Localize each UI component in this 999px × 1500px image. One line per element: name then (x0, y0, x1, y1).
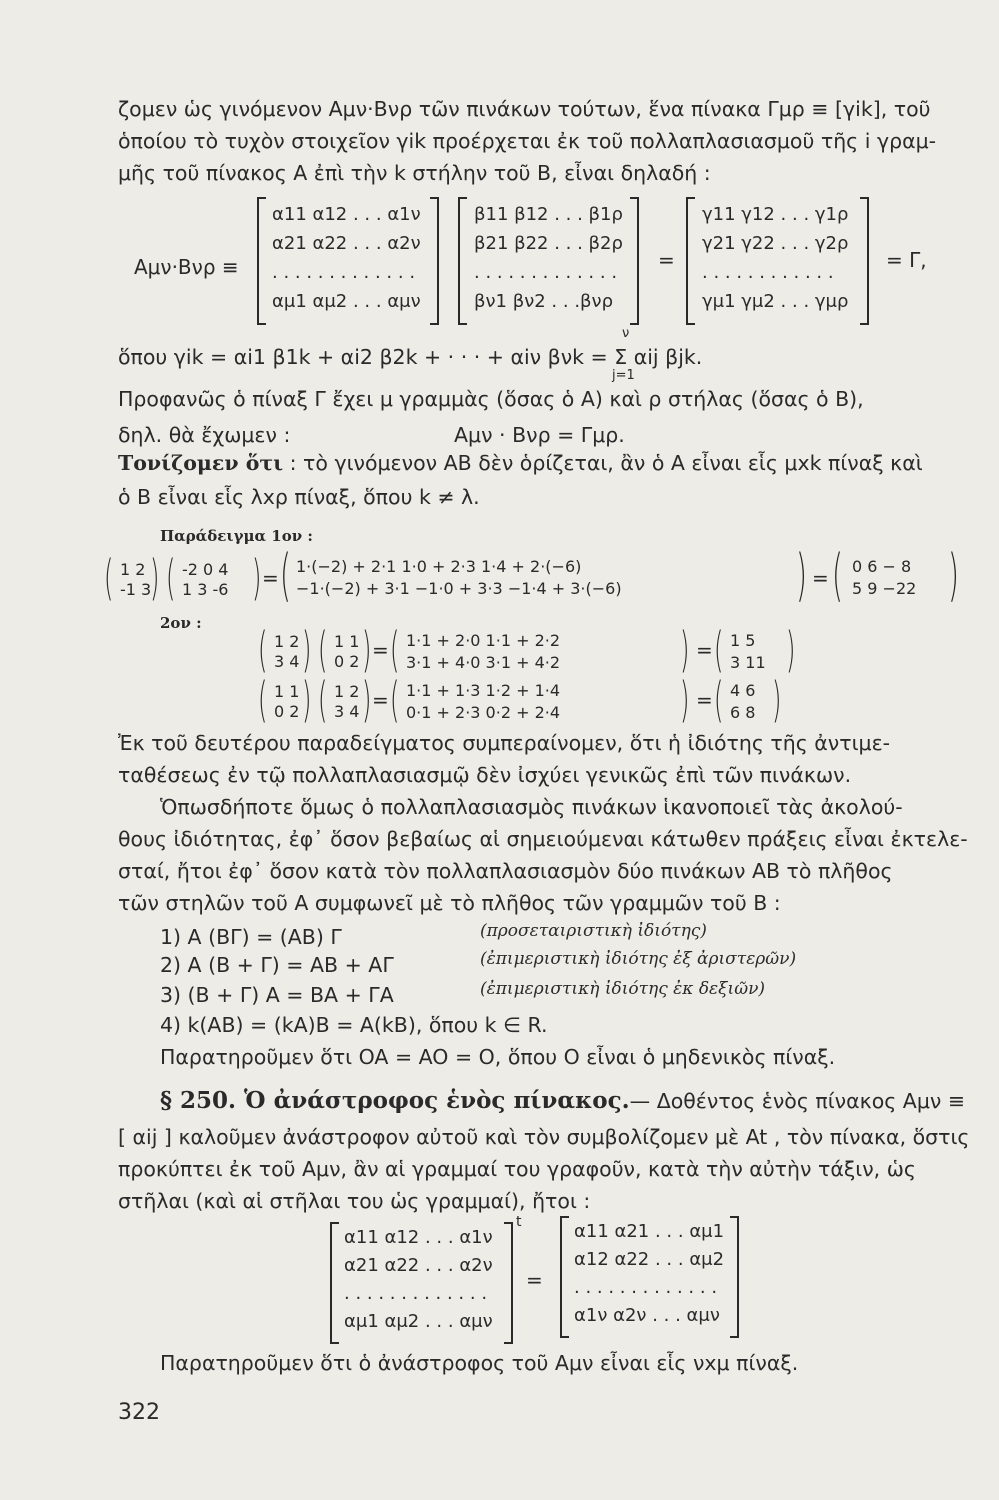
text-line: σταί, ἤτοι ἐφ᾽ ὅσον κατὰ τὸν πολλαπλασιασμὸν δύο πινάκων AB τὸ πλῆθος (118, 859, 893, 883)
sum-upper: ν (622, 326, 630, 341)
equals-gamma: = Γ, (886, 248, 927, 272)
paren-open: ( (318, 622, 328, 678)
paren-open: ( (390, 622, 400, 678)
bracket-right (630, 197, 639, 325)
paren-close: ) (796, 543, 807, 608)
example2-middle: 1·1 + 2·0 1·1 + 2·2 3·1 + 4·0 3·1 + 4·2 (406, 631, 561, 672)
bracket-left (560, 1216, 569, 1338)
example1-middle: 1·(−2) + 2·1 1·0 + 2·3 1·4 + 2·(−6) −1·(−2) + 3·1 −1·0 + 3·3 −1·4 + 3·(−6) (296, 557, 622, 598)
equals-sign: = (812, 566, 829, 590)
text-line: θους ἰδιότητας, ἐφ᾽ ὅσον βεβαίως αἱ σημειούμεναι κάτωθεν πράξεις εἶναι ἐκτελε- (118, 827, 968, 851)
paren-open: ( (258, 622, 268, 678)
example3-result: 4 6 6 8 (730, 681, 756, 722)
bracket-right (430, 197, 439, 325)
text-line: Aμν · Bνρ = Γμρ. (454, 423, 625, 447)
text-line: ζομεν ὡς γινόμενον Aμν·Bνρ τῶν πινάκων τούτων, ἕνα πίνακα Γμρ ≡ [γik], τοῦ (118, 97, 931, 121)
text-line: ὁποίου τὸ τυχὸν στοιχεῖον γik προέρχεται ἐκ τοῦ πολλαπλασιασμοῦ τῆς i γραμ- (118, 129, 937, 153)
text-line: ταθέσεως ἐν τῷ πολλαπλασιασμῷ δὲν ἰσχύει γενικῶς ἐπὶ τῶν πινάκων. (118, 763, 852, 787)
example2-b: 1 1 0 2 (334, 632, 360, 671)
text-line: μῆς τοῦ πίνακος A ἐπὶ τὴν k στήλην τοῦ B, εἶναι δηλαδή : (118, 161, 711, 185)
sum-lower: j=1 (612, 368, 635, 383)
matrix-a: α11 α12 . . . α1ν α21 α22 . . . α2ν . . . . . . . . . . . . . αμ1 αμ2 . . . αμν (272, 204, 421, 312)
paren-close: ) (302, 672, 312, 728)
example3-middle: 1·1 + 1·3 1·2 + 1·4 0·1 + 2·3 0·2 + 2·4 (406, 681, 561, 722)
paren-open: ( (714, 622, 724, 678)
property-note: (ἐπιμεριστικὴ ἰδιότης ἐκ δεξιῶν) (480, 979, 766, 999)
paren-open: ( (714, 672, 724, 728)
paren-open: ( (832, 543, 843, 608)
text-line: ὁ B εἶναι εἷς λxρ πίναξ, ὅπου k ≠ λ. (118, 485, 480, 509)
bracket-left (257, 197, 266, 325)
equals-sign: = (696, 688, 713, 712)
paren-close: ) (302, 622, 312, 678)
equals-sign: = (696, 638, 713, 662)
equals-sign: = (372, 638, 389, 662)
text-line: Παρατηροῦμεν ὅτι OA = AO = O, ὅπου O εἶναι ὁ μηδενικὸς πίναξ. (160, 1045, 836, 1069)
property-note: (προσεταιριστικὴ ἰδιότης) (480, 921, 707, 941)
matrix-b: β11 β12 . . . β1ρ β21 β22 . . . β2ρ . . . . . . . . . . . . . βν1 βν2 . . .βνρ (474, 204, 623, 312)
property-3: 3) (B + Γ) A = BA + ΓA (160, 983, 394, 1007)
bracket-right (860, 197, 869, 325)
formula-line: ὅπου γik = αi1 β1k + αi2 β2k + · · · + αiν βνk = Σ αij βjk. (118, 345, 703, 369)
paren-close: ) (362, 622, 372, 678)
text-line: Παρατηροῦμεν ὅτι ὁ ἀνάστροφος τοῦ Aμν εἶναι εἷς νxμ πίναξ. (160, 1351, 799, 1375)
paren-close: ) (680, 622, 690, 678)
property-note: (ἐπιμεριστικὴ ἰδιότης ἐξ ἀριστερῶν) (480, 949, 797, 969)
example3-b: 1 2 3 4 (334, 682, 360, 721)
example1-b: -2 0 4 1 3 -6 (182, 560, 229, 599)
text-line: τῶν στηλῶν τοῦ A συμφωνεῖ μὲ τὸ πλῆθος τῶν γραμμῶν τοῦ B : (118, 891, 781, 915)
example-heading: 2ον : (160, 614, 202, 632)
section-heading: § 250. Ὁ ἀνάστροφος ἑνὸς πίνακος.— Δοθέντος ἑνὸς πίνακος Aμν ≡ (160, 1087, 966, 1114)
text-line: δηλ. θὰ ἔχωμεν : (118, 423, 291, 447)
example1-result: 0 6 − 8 5 9 −22 (852, 557, 917, 598)
bracket-right (504, 1222, 513, 1344)
bracket-left (330, 1222, 339, 1344)
text-line: Ὁπωσδήποτε ὅμως ὁ πολλαπλασιασμὸς πινάκων ἱκανοποιεῖ τὰς ἀκολού- (160, 795, 903, 819)
paren-open: ( (390, 672, 400, 728)
text-line: στῆλαι (καὶ αἱ στῆλαι του ὡς γραμμαί), ἤτοι : (118, 1189, 591, 1213)
text-line: [ αij ] καλοῦμεν ἀνάστροφον αὐτοῦ καὶ τὸν συμβολίζομεν μὲ At , τὸν πίνακα, ὅστις (118, 1125, 970, 1149)
paren-open: ( (166, 550, 176, 606)
example-heading: Παράδειγμα 1ον : (160, 527, 313, 545)
paren-close: ) (680, 672, 690, 728)
example1-a: 1 2 -1 3 (120, 560, 152, 599)
property-4: 4) k(AB) = (kA)B = A(kB), ὅπου k ∈ R. (160, 1013, 548, 1037)
bracket-right (730, 1216, 739, 1338)
example3-a: 1 1 0 2 (274, 682, 300, 721)
example2-a: 1 2 3 4 (274, 632, 300, 671)
equals-sign: = (262, 566, 279, 590)
property-2: 2) A (B + Γ) = AB + AΓ (160, 953, 394, 977)
paren-open: ( (104, 550, 114, 606)
text-line: Ἐκ τοῦ δευτέρου παραδείγματος συμπεραίνομεν, ὅτι ἡ ἰδιότης τῆς ἀντιμε- (118, 731, 891, 755)
paren-open: ( (280, 543, 291, 608)
matrix-gamma: γ11 γ12 . . . γ1ρ γ21 γ22 . . . γ2ρ . . . . . . . . . . . . γμ1 γμ2 . . . γμρ (702, 204, 849, 312)
bracket-left (458, 197, 467, 325)
text-line: Προφανῶς ὁ πίναξ Γ ἔχει μ γραμμὰς (ὅσας ὁ A) καὶ ρ στήλας (ὅσας ὁ B), (118, 387, 864, 411)
text-line: προκύπτει ἐκ τοῦ Aμν, ἂν αἱ γραμμαί του γραφοῦν, κατὰ τὴν αὐτὴν τάξιν, ὡς (118, 1157, 916, 1181)
matrix-lhs: Aμν·Bνρ ≡ (134, 255, 239, 279)
equals-sign: = (658, 248, 675, 272)
transpose-superscript: t (516, 1214, 522, 1230)
paren-close: ) (786, 622, 796, 678)
property-1: 1) A (BΓ) = (AB) Γ (160, 925, 342, 949)
paren-close: ) (948, 543, 959, 608)
paren-close: ) (252, 550, 262, 606)
paren-open: ( (258, 672, 268, 728)
equals-sign: = (526, 1268, 543, 1292)
text-line: Τονίζομεν ὅτι : τὸ γινόμενον AB δὲν ὁρίζεται, ἂν ὁ A εἶναι εἷς μxk πίναξ καὶ (118, 451, 923, 475)
transpose-matrix-b: α11 α21 . . . αμ1 α12 α22 . . . αμ2 . . . . . . . . . . . . . α1ν α2ν . . . αμν (574, 1221, 725, 1326)
paren-open: ( (318, 672, 328, 728)
bracket-left (686, 197, 695, 325)
page-number: 322 (118, 1400, 160, 1425)
example2-result: 1 5 3 11 (730, 631, 766, 672)
equals-sign: = (372, 688, 389, 712)
paren-close: ) (362, 672, 372, 728)
transpose-matrix-a: α11 α12 . . . α1ν α21 α22 . . . α2ν . . . . . . . . . . . . . αμ1 αμ2 . . . αμν (344, 1227, 493, 1332)
paren-close: ) (772, 672, 782, 728)
paren-close: ) (150, 550, 160, 606)
